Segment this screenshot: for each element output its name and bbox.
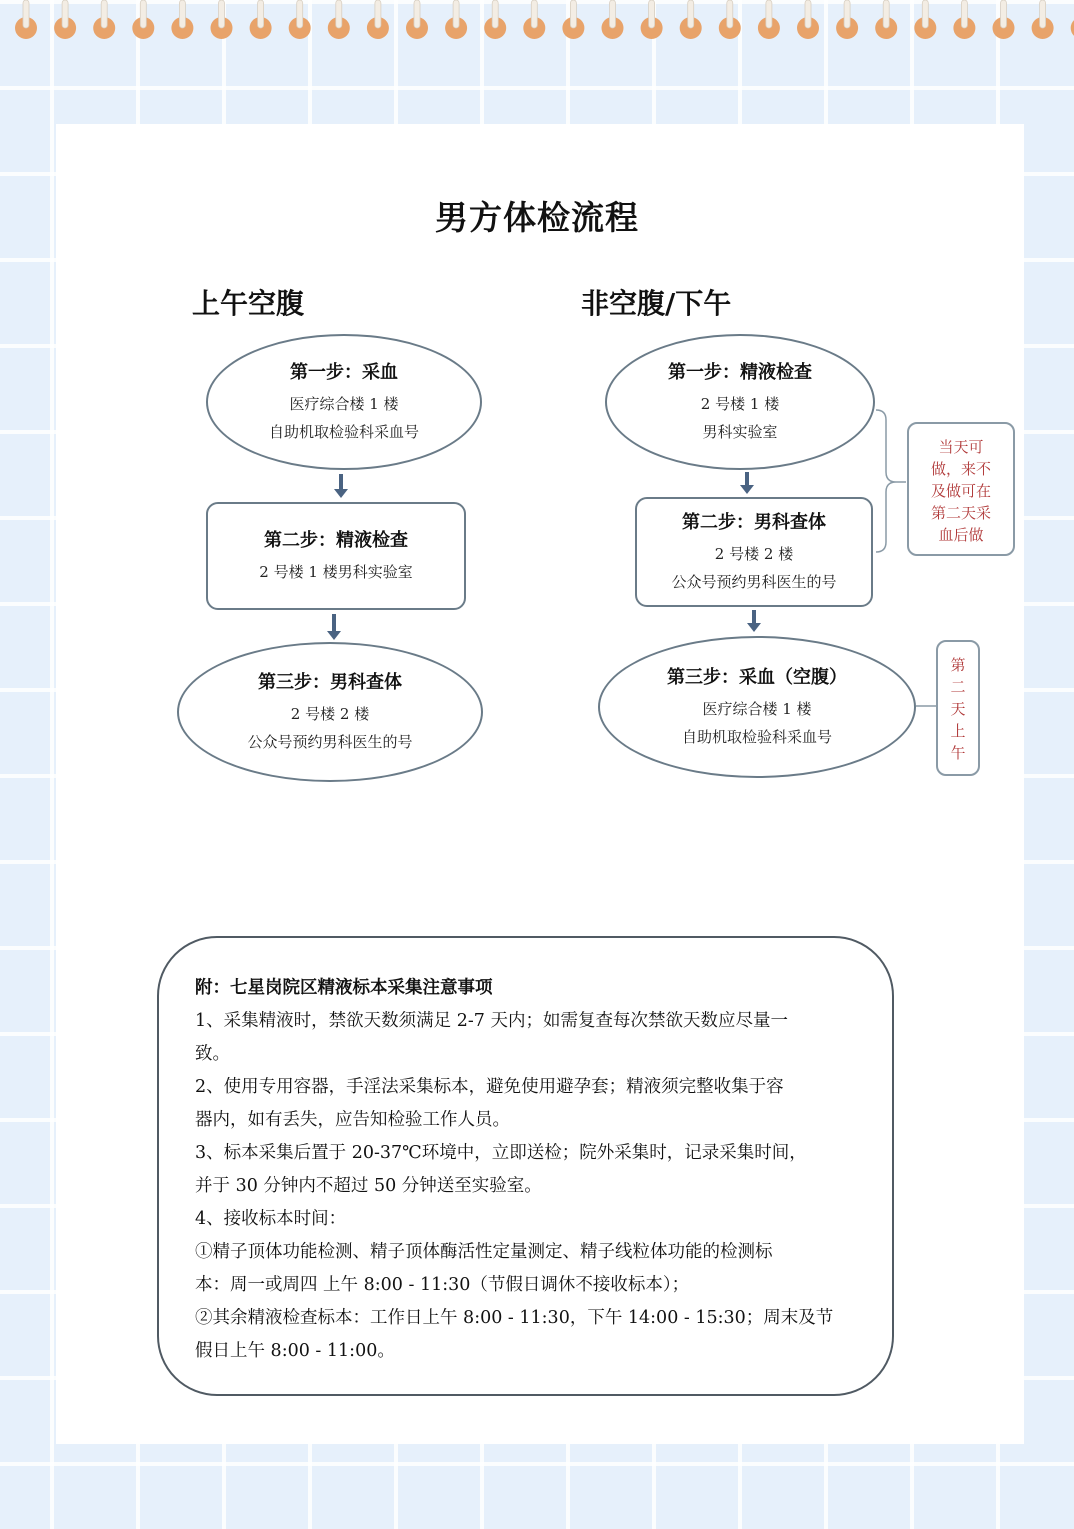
note-line: 当天可 [938, 438, 984, 456]
note-line: 做，来不 [930, 460, 991, 478]
note-line: 天 [950, 700, 966, 718]
step-line: 公众号预约男科医生的号 [671, 573, 837, 591]
page-title: 男方体检流程 [435, 198, 639, 237]
notice-line: 3、标本采集后置于 20-37℃环境中，立即送检；院外采集时，记录采集时间， [195, 1143, 807, 1163]
right-column-heading: 非空腹/下午 [581, 287, 732, 320]
step-line: 2 号楼 2 楼 [290, 705, 370, 723]
step-line: 男科实验室 [702, 423, 778, 441]
note-line: 午 [950, 744, 966, 762]
binder-ring-icon [641, 0, 663, 39]
binder-ring-icon [836, 0, 858, 39]
left-step-1 [206, 334, 482, 470]
side-note-next-morning [936, 640, 980, 776]
binder-rings [0, 0, 1074, 46]
note-line: 上 [950, 722, 966, 740]
notice-line: 假日上午 8:00 - 11:00。 [195, 1341, 395, 1361]
binder-ring-icon [797, 0, 819, 39]
binder-ring-icon [914, 0, 936, 39]
flow-arrow [332, 614, 336, 632]
binder-ring-icon [602, 0, 624, 39]
notice-title: 附：七星岗院区精液标本采集注意事项 [195, 978, 493, 998]
binder-ring-icon [211, 0, 233, 39]
binder-ring-icon [54, 0, 76, 39]
binder-ring-icon [15, 0, 37, 39]
notice-line: 4、接收标本时间： [195, 1209, 347, 1229]
binder-ring-icon [367, 0, 389, 39]
note-line: 及做可在 [930, 482, 991, 500]
flow-arrow [752, 610, 756, 624]
flow-arrow [339, 474, 343, 490]
step-line: 2 号楼 1 楼男科实验室 [259, 563, 413, 581]
left-step-3 [177, 642, 483, 782]
binder-ring-icon [445, 0, 467, 39]
notice-line: 致。 [195, 1044, 230, 1064]
flow-arrow [745, 472, 749, 486]
binder-ring-icon [484, 0, 506, 39]
binder-ring-icon [406, 0, 428, 39]
notice-line: 2、使用专用容器，手淫法采集标本，避免使用避孕套；精液须完整收集于容 [195, 1077, 784, 1097]
left-step-2 [206, 502, 466, 610]
binder-ring-icon [171, 0, 193, 39]
step-title: 第三步：男科查体 [258, 672, 402, 693]
notice-box [157, 936, 894, 1396]
step-line: 2 号楼 1 楼 [700, 395, 780, 413]
step-line: 2 号楼 2 楼 [714, 545, 794, 563]
binder-ring-icon [93, 0, 115, 39]
step-line: 公众号预约男科医生的号 [247, 733, 413, 751]
binder-ring-icon [1032, 0, 1054, 39]
binder-ring-icon [953, 0, 975, 39]
binder-ring-icon [328, 0, 350, 39]
side-note-same-day [907, 422, 1015, 556]
left-column-heading: 上午空腹 [192, 287, 305, 320]
step-line: 医疗综合楼 1 楼 [702, 700, 812, 718]
notice-line: ②其余精液检查标本：工作日上午 8:00 - 11:30，下午 14:00 - 15:30；周末及节 [195, 1308, 834, 1328]
notice-line: 1、采集精液时，禁欲天数须满足 2-7 天内；如需复查每次禁欲天数应尽量一 [195, 1011, 788, 1031]
note-line: 二 [950, 678, 966, 696]
step-line: 自助机取检验科采血号 [681, 728, 832, 746]
binder-ring-icon [993, 0, 1015, 39]
binder-ring-icon [132, 0, 154, 39]
step-title: 第二步：精液检查 [264, 530, 408, 551]
binder-ring-icon [289, 0, 311, 39]
note-line: 血后做 [938, 526, 984, 544]
notice-line: 本：周一或周四 上午 8:00 - 11:30（节假日调休不接收标本）； [195, 1275, 690, 1295]
notice-line: 器内，如有丢失，应告知检验工作人员。 [195, 1110, 510, 1130]
note-line: 第二天采 [930, 504, 991, 522]
step-line: 自助机取检验科采血号 [268, 423, 419, 441]
notice-line: ①精子顶体功能检测、精子顶体酶活性定量测定、精子线粒体功能的检测标 [195, 1242, 773, 1262]
step-title: 第一步：采血 [290, 362, 398, 383]
step-title: 第一步：精液检查 [668, 362, 812, 383]
binder-ring-icon [523, 0, 545, 39]
right-step-3 [598, 636, 916, 778]
binder-ring-icon [875, 0, 897, 39]
notice-line: 并于 30 分钟内不超过 50 分钟送至实验室。 [195, 1176, 542, 1196]
binder-ring-icon [758, 0, 780, 39]
binder-ring-icon [680, 0, 702, 39]
binder-ring-icon [719, 0, 741, 39]
binder-strip [0, 0, 1074, 46]
right-step-1 [605, 334, 875, 470]
binder-ring-icon [562, 0, 584, 39]
step-title: 第三步：采血（空腹） [667, 667, 847, 688]
step-title: 第二步：男科查体 [682, 512, 826, 533]
step-line: 医疗综合楼 1 楼 [289, 395, 399, 413]
note-line: 第 [950, 656, 966, 674]
right-step-2 [635, 497, 873, 607]
binder-ring-icon [250, 0, 272, 39]
